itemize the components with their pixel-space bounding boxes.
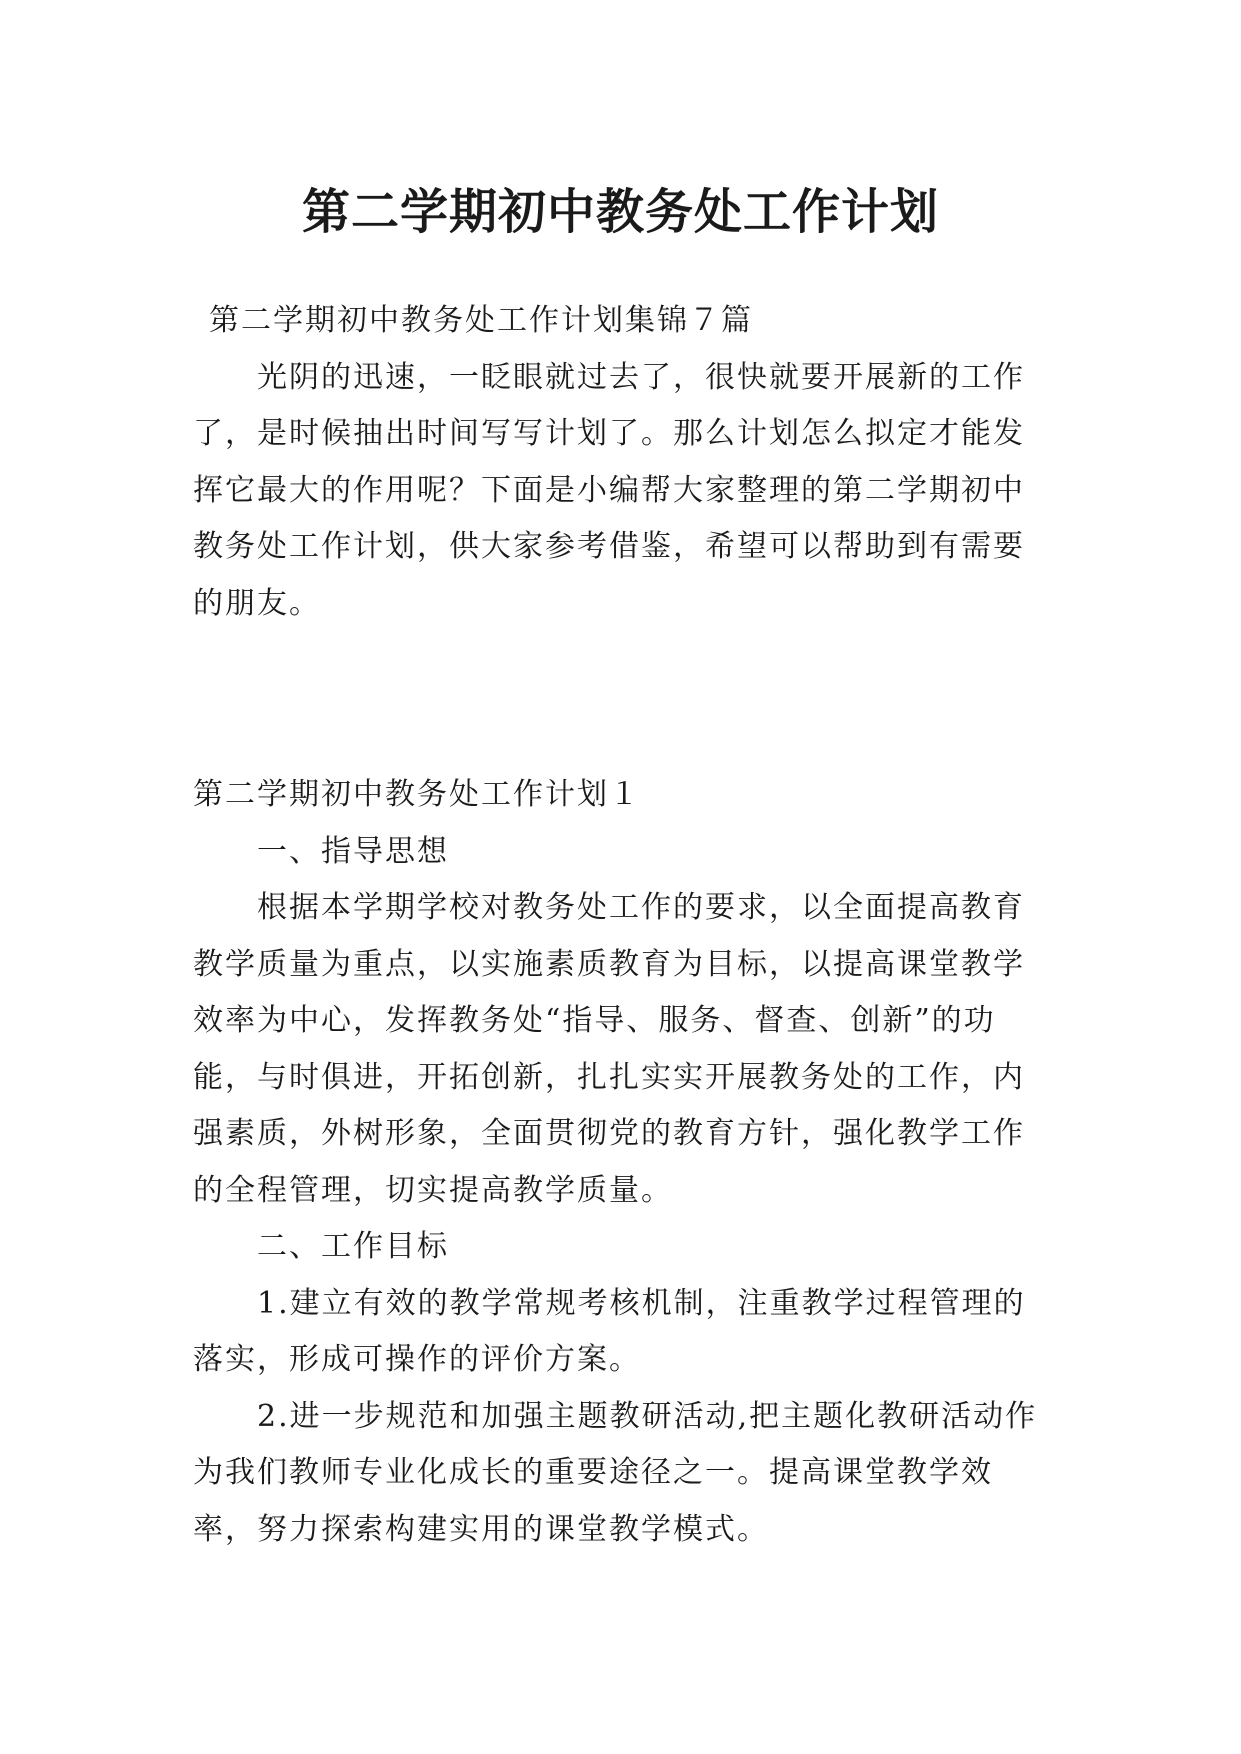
heading-guiding-ideology: 一、指导思想 bbox=[257, 833, 449, 869]
work-goal-item-2: 2.进一步规范和加强主题教研活动,把主题化教研活动作为我们教师专业化成长的重要途径之一。提高课堂教学效率，努力探索构建实用的课堂教学模式。 bbox=[193, 1398, 1038, 1547]
work-goal-item-1: 1.建立有效的教学常规考核机制，注重教学过程管理的落实，形成可操作的评价方案。 bbox=[193, 1285, 1026, 1377]
section-spacer bbox=[193, 632, 1055, 767]
document-body bbox=[193, 293, 1055, 1558]
intro-paragraph: 光阴的迅速，一眨眼就过去了，很快就要开展新的工作了，是时候抽出时间写写计划了。那么计划怎么拟定才能发挥它最大的作用呢？下面是小编帮大家整理的第二学期初中教务处工作计划，供大家参考借鉴，希望可以帮助到有需要的朋友。 bbox=[193, 359, 1025, 621]
document-subtitle: 第二学期初中教务处工作计划集锦７篇 bbox=[209, 303, 753, 338]
section-title: 第二学期初中教务处工作计划１ bbox=[193, 777, 641, 812]
guiding-ideology-paragraph: 根据本学期学校对教务处工作的要求，以全面提高教育教学质量为重点，以实施素质教育为目标，以提高课堂教学效率为中心，发挥教务处“指导、服务、督查、创新”的功能，与时俱进，开拓创新，扎扎实实开展教务处的工作，内强素质，外树形象，全面贯彻党的教育方针，强化教学工作的全程管理，切实提高教学质量。 bbox=[193, 890, 1025, 1208]
heading-work-goals: 二、工作目标 bbox=[257, 1229, 449, 1264]
document-title: 第二学期初中教务处工作计划 bbox=[301, 184, 939, 241]
